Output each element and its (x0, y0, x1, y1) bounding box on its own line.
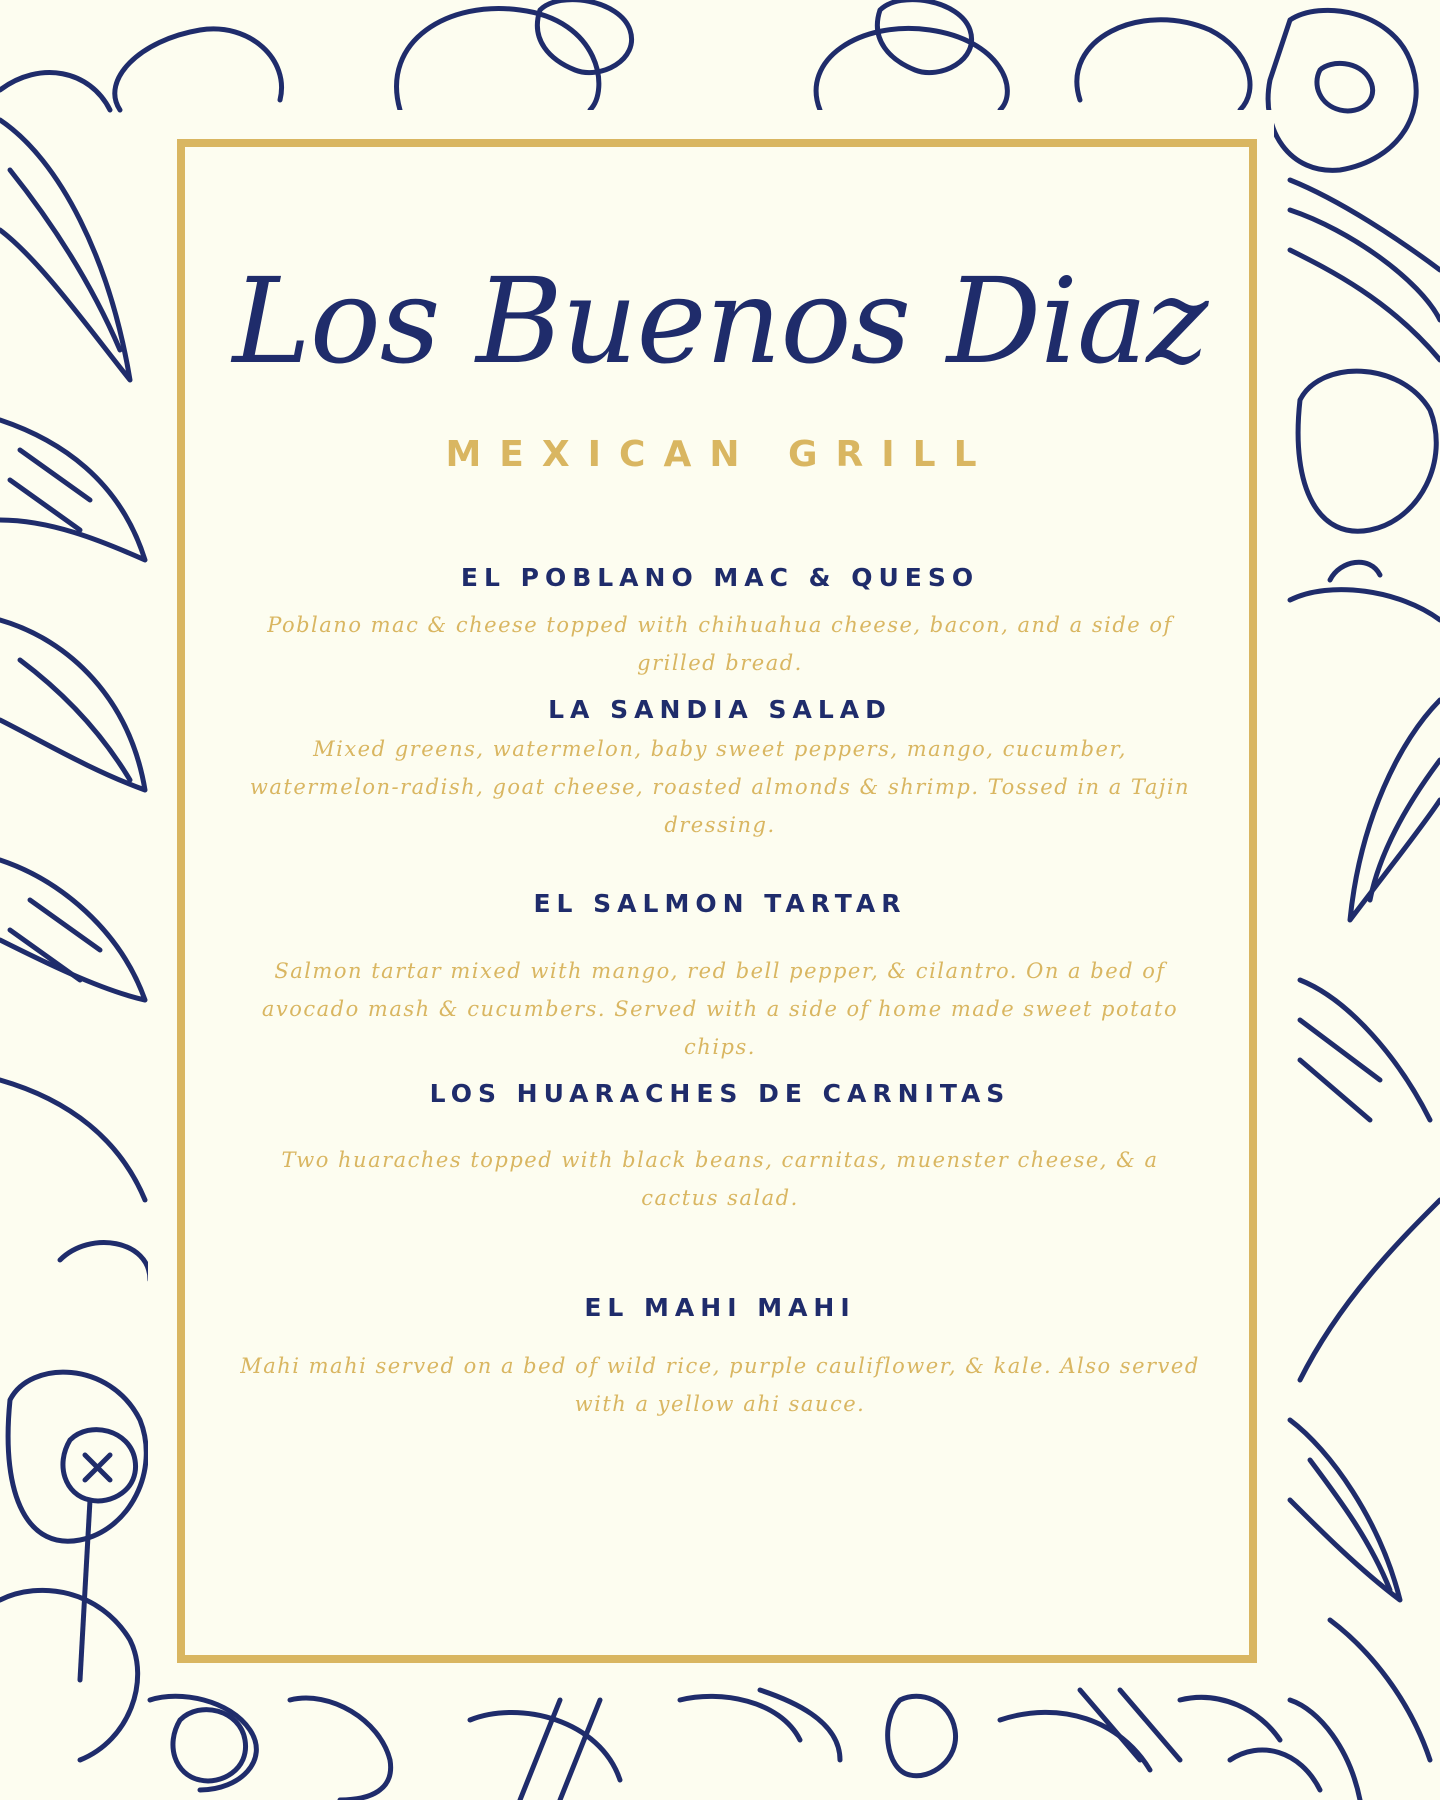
leaf-outline (1350, 700, 1440, 920)
menu-item-name: EL SALMON TARTAR (533, 889, 907, 918)
flower-outline (888, 1696, 956, 1776)
fruit-outline (1298, 371, 1436, 531)
menu-item-description: Mahi mahi served on a bed of wild rice, purple cauliflower, & kale. Also served with a yellow ahi sauce. (240, 1354, 1200, 1416)
menu-item-name: EL POBLANO MAC & QUESO (460, 563, 980, 592)
menu-item-name: LA SANDIA SALAD (548, 695, 892, 724)
restaurant-subtitle: MEXICAN GRILL (445, 434, 995, 475)
menu-item-name: EL MAHI MAHI (584, 1293, 856, 1322)
fruit-outline (397, 8, 599, 110)
fruit-outline (60, 1243, 150, 1280)
menu-item-description: Salmon tartar mixed with mango, red bell pepper, & cilantro. On a bed of avocado mash & cucumbers. Served with a side of home made sweet potato chips. (261, 959, 1179, 1059)
leaf-outline (1290, 180, 1440, 270)
menu-item-name: LOS HUARACHES DE CARNITAS (429, 1079, 1011, 1108)
menu-item-description: Mixed greens, watermelon, baby sweet peppers, mango, cucumber, watermelon-radish, goat cheese, roasted almonds & shrimp. Tossed in a Tajin dressing. (249, 737, 1191, 837)
menu-item-description: Two huaraches topped with black beans, carnitas, muenster cheese, & a cactus salad. (281, 1148, 1159, 1210)
flower-outline (173, 1710, 246, 1781)
restaurant-name: Los Buenos Diaz (232, 252, 1208, 390)
flower-outline (537, 0, 631, 73)
menu-item-description: Poblano mac & cheese topped with chihuahua cheese, bacon, and a side of grilled bread. (267, 613, 1173, 675)
